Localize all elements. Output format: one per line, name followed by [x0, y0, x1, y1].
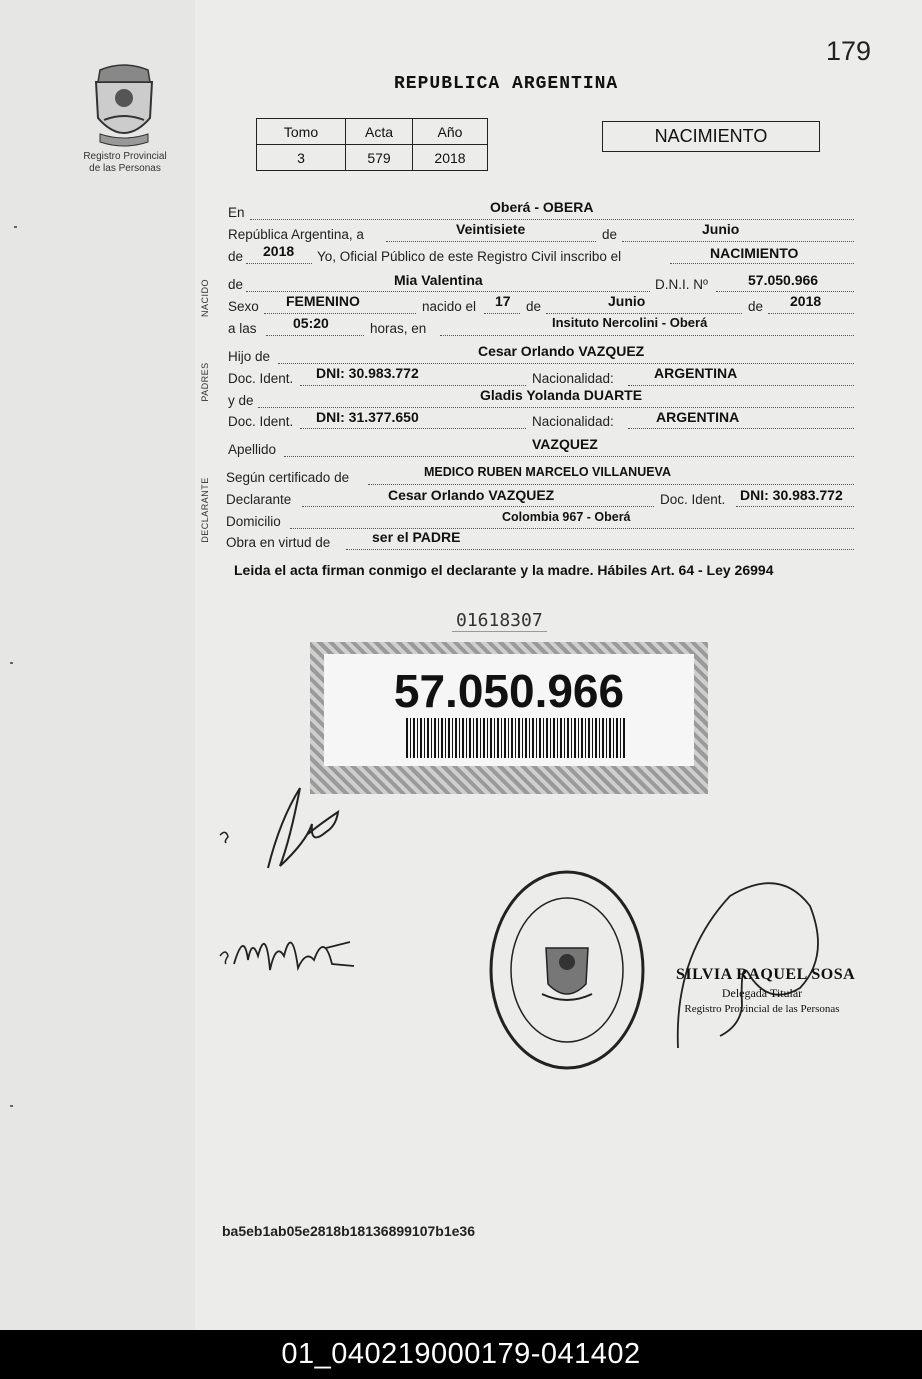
dotted-line: [768, 313, 854, 314]
de-label: de: [748, 299, 764, 314]
record-table: [256, 118, 488, 171]
table-cell-tomo: 3: [257, 145, 346, 171]
hijo-label: Hijo de: [228, 349, 271, 364]
table-cell-ano: 2018: [413, 145, 488, 171]
mother-name: Gladis Yolanda DUARTE: [480, 387, 643, 403]
province-logo: [88, 62, 160, 150]
nacido-el-label: nacido el: [422, 299, 477, 314]
father-doc: DNI: 30.983.772: [316, 365, 419, 381]
oficial-label: Yo, Oficial Público de este Registro Civil inscribo el: [317, 249, 622, 264]
de-label: de: [228, 249, 244, 264]
dotted-line: [546, 313, 742, 314]
barcode: [406, 718, 626, 758]
republica-label: República Argentina, a: [228, 227, 364, 242]
dni-label: D.N.I. Nº: [655, 277, 708, 292]
mother-signature: [214, 920, 374, 990]
document-hash: ba5eb1ab05e2818b18136899107b1e36: [222, 1223, 475, 1239]
apellido-value: VAZQUEZ: [532, 436, 598, 452]
doc-ident-label: Doc. Ident.: [228, 371, 294, 386]
dotted-line: [246, 291, 650, 292]
registry-label-line1: Registro Provincial: [83, 151, 167, 162]
dotted-line: [484, 313, 520, 314]
official-signature: [670, 876, 830, 1052]
birth-time: 05:20: [293, 315, 329, 331]
declarante-doc: DNI: 30.983.772: [740, 487, 843, 503]
birth-place: Insituto Nercolini - Oberá: [552, 315, 708, 330]
side-label-padres: PADRES: [200, 362, 210, 402]
dotted-line: [736, 506, 854, 507]
doc-ident-label: Doc. Ident.: [228, 414, 294, 429]
footer-code: 01_040219000179-041402: [0, 1330, 922, 1379]
margin-speck: [10, 1105, 13, 1107]
dotted-line: [302, 506, 654, 507]
closing-statement: Leida el acta firman conmigo el declarante y la madre. Hábiles Art. 64 - Ley 26994: [234, 562, 774, 578]
birth-month: Junio: [608, 293, 646, 309]
dotted-line: [258, 407, 854, 408]
dotted-line: [264, 313, 416, 314]
table-header-acta: Acta: [346, 119, 413, 145]
official-seal: [486, 868, 648, 1072]
table-header-tomo: Tomo: [257, 119, 346, 145]
horas-label: horas, en: [370, 321, 427, 336]
father-name: Cesar Orlando VAZQUEZ: [478, 343, 645, 359]
registry-label: [70, 151, 180, 175]
dotted-line: [386, 241, 596, 242]
dotted-line: [278, 363, 854, 364]
margin-speck: [14, 226, 17, 228]
table-header-ano: Año: [413, 119, 488, 145]
registry-label-line2: de las Personas: [89, 163, 161, 174]
obra-value: ser el PADRE: [372, 529, 461, 545]
dotted-line: [246, 263, 312, 264]
domicilio-value: Colombia 967 - Oberá: [502, 510, 631, 524]
y-de-label: y de: [228, 393, 254, 408]
birth-day: 17: [495, 293, 511, 309]
certificado-label: Según certificado de: [226, 470, 350, 485]
left-margin: [0, 0, 195, 1330]
dotted-line: [628, 385, 854, 386]
en-label: En: [228, 205, 245, 220]
margin-speck: [10, 662, 13, 664]
child-name: Mia Valentina: [394, 272, 483, 288]
dotted-line: [628, 428, 854, 429]
doc-ident-label: Doc. Ident.: [660, 492, 726, 507]
signatory-role: Delegada Titular: [721, 986, 803, 1000]
domicilio-label: Domicilio: [226, 514, 281, 529]
nacionalidad-label: Nacionalidad:: [532, 371, 614, 386]
dotted-line: [622, 241, 854, 242]
en-value: Oberá - OBERA: [490, 199, 594, 215]
declarante-label: Declarante: [226, 492, 292, 507]
sticker-panel: [324, 654, 694, 766]
dotted-line: [670, 263, 854, 264]
dotted-line: [284, 456, 854, 457]
year-value: 2018: [263, 243, 295, 259]
side-label-declarante: DECLARANTE: [200, 477, 210, 543]
dni-sticker: [310, 642, 708, 794]
a-las-label: a las: [228, 321, 257, 336]
dotted-line: [716, 291, 854, 292]
record-type-box: NACIMIENTO: [602, 121, 820, 152]
de-label: de: [228, 277, 244, 292]
nacionalidad-label: Nacionalidad:: [532, 414, 614, 429]
dotted-line: [250, 219, 854, 220]
mother-doc: DNI: 31.377.650: [316, 409, 419, 425]
month-value: Junio: [702, 221, 740, 237]
de-label: de: [602, 227, 618, 242]
inscribo-value: NACIMIENTO: [710, 245, 799, 261]
certificado-value: MEDICO RUBEN MARCELO VILLANUEVA: [424, 465, 671, 479]
father-nationality: ARGENTINA: [654, 365, 738, 381]
declarante-value: Cesar Orlando VAZQUEZ: [388, 487, 555, 503]
dni-value: 57.050.966: [748, 272, 819, 288]
dotted-line: [300, 428, 526, 429]
dotted-line: [266, 335, 364, 336]
mother-nationality: ARGENTINA: [656, 409, 740, 425]
de-label: de: [526, 299, 542, 314]
obra-label: Obra en virtud de: [226, 535, 331, 550]
sexo-value: FEMENINO: [286, 293, 360, 309]
birth-year: 2018: [790, 293, 822, 309]
declarant-signature: [210, 780, 350, 880]
signatory-name: SILVIA RAQUEL SOSA: [676, 966, 856, 983]
dotted-line: [346, 549, 854, 550]
dotted-line: [368, 484, 854, 485]
sexo-label: Sexo: [228, 299, 259, 314]
side-label-nacido: NACIDO: [200, 279, 210, 318]
apellido-label: Apellido: [228, 442, 277, 457]
dotted-line: [300, 385, 526, 386]
document-title: REPUBLICA ARGENTINA: [394, 74, 619, 94]
day-value: Veintisiete: [456, 221, 526, 237]
dotted-line: [440, 335, 854, 336]
page-number: 179: [826, 36, 872, 66]
serial-number: 01618307: [452, 610, 547, 632]
table-cell-acta: 579: [346, 145, 413, 171]
signatory-org: Registro Provincial de las Personas: [684, 1003, 840, 1015]
sticker-number: 57.050.966: [393, 665, 625, 717]
